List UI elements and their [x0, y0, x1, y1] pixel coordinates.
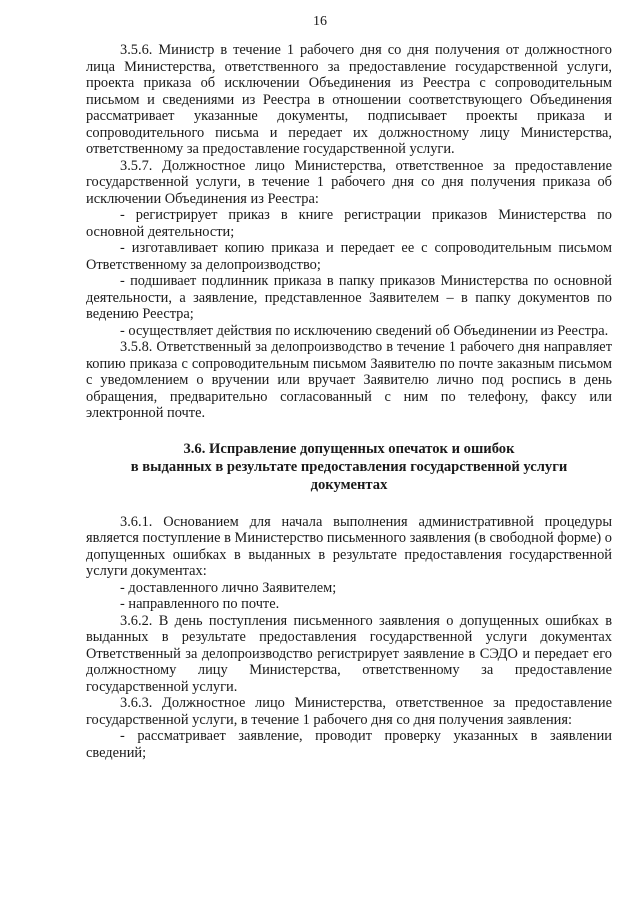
heading-line: 3.6. Исправление допущенных опечаток и ошибок: [183, 440, 515, 457]
list-item: - направленного по почте.: [120, 596, 280, 612]
paragraph-3-6-3: 3.6.3. Должностное лицо Министерства, ответственное за предоставление государственной услуги, в течение 1 рабочего дня со дня получения заявления:: [86, 695, 612, 728]
paragraph-3-5-8: 3.5.8. Ответственный за делопроизводство в течение 1 рабочего дня направляет копию приказа с сопроводительным письмом Заявителю по почте заказным письмом с уведомлением о вручении или вручает Заявителю лично под роспись в день обращения, предварительно согласованный с ним по телефону, факсу или электронной почте.: [86, 339, 612, 421]
section-heading-3-6: [86, 440, 612, 494]
paragraph-3-5-7: 3.5.7. Должностное лицо Министерства, ответственное за предоставление государственной услуги, в течение 1 рабочего дня со дня получения приказа об исключении Объединения из Реестра:: [86, 157, 612, 207]
document-body: [86, 42, 612, 761]
page-number: 16: [313, 14, 327, 29]
list-item: - подшивает подлинник приказа в папку приказов Министерства по основной деятельности, а заявление, представленное Заявителем – в папку документов по ведению Реестра;: [86, 273, 612, 322]
list-item: - рассматривает заявление, проводит проверку указанных в заявлении сведений;: [86, 728, 612, 761]
list-item: - доставленного лично Заявителем;: [120, 579, 337, 596]
paragraph-3-5-6: 3.5.6. Министр в течение 1 рабочего дня со дня получения от должностного лица Министерства, ответственного за предоставление государственной услуги, проекта приказа об исключении Объединения из Реестра с сопроводительным письмом и сведениями из Реестра в отношении соответствующего Объединения рассматривает указанные документы, подписывает проекты приказа и сопроводительного письма и передает их должностному лицу Министерства, ответственному за предоставление государственной услуги.: [86, 42, 612, 157]
heading-line: в выданных в результате предоставления государственной услуги: [130, 458, 568, 475]
list-item: - регистрирует приказ в книге регистрации приказов Министерства по основной деятельности;: [86, 207, 612, 240]
list-item: - осуществляет действия по исключению сведений об Объединении из Реестра.: [120, 322, 609, 339]
paragraph-3-6-1: 3.6.1. Основанием для начала выполнения административной процедуры является поступление в Министерство письменного заявления (в свободной форме) о допущенных ошибках в выданных в результате предоставления государственной услуги документах:: [86, 513, 612, 579]
heading-line: документах: [310, 476, 388, 493]
paragraph-3-6-2: 3.6.2. В день поступления письменного заявления о допущенных ошибках в выданных в результате предоставления государственной услуги документах Ответственный за делопроизводство регистрирует заявление в СЭДО и передает его должностному лицу Министерства, ответственному за предоставление государственной услуги.: [86, 612, 612, 695]
list-item: - изготавливает копию приказа и передает ее с сопроводительным письмом Ответственному за делопроизводство;: [86, 240, 612, 273]
